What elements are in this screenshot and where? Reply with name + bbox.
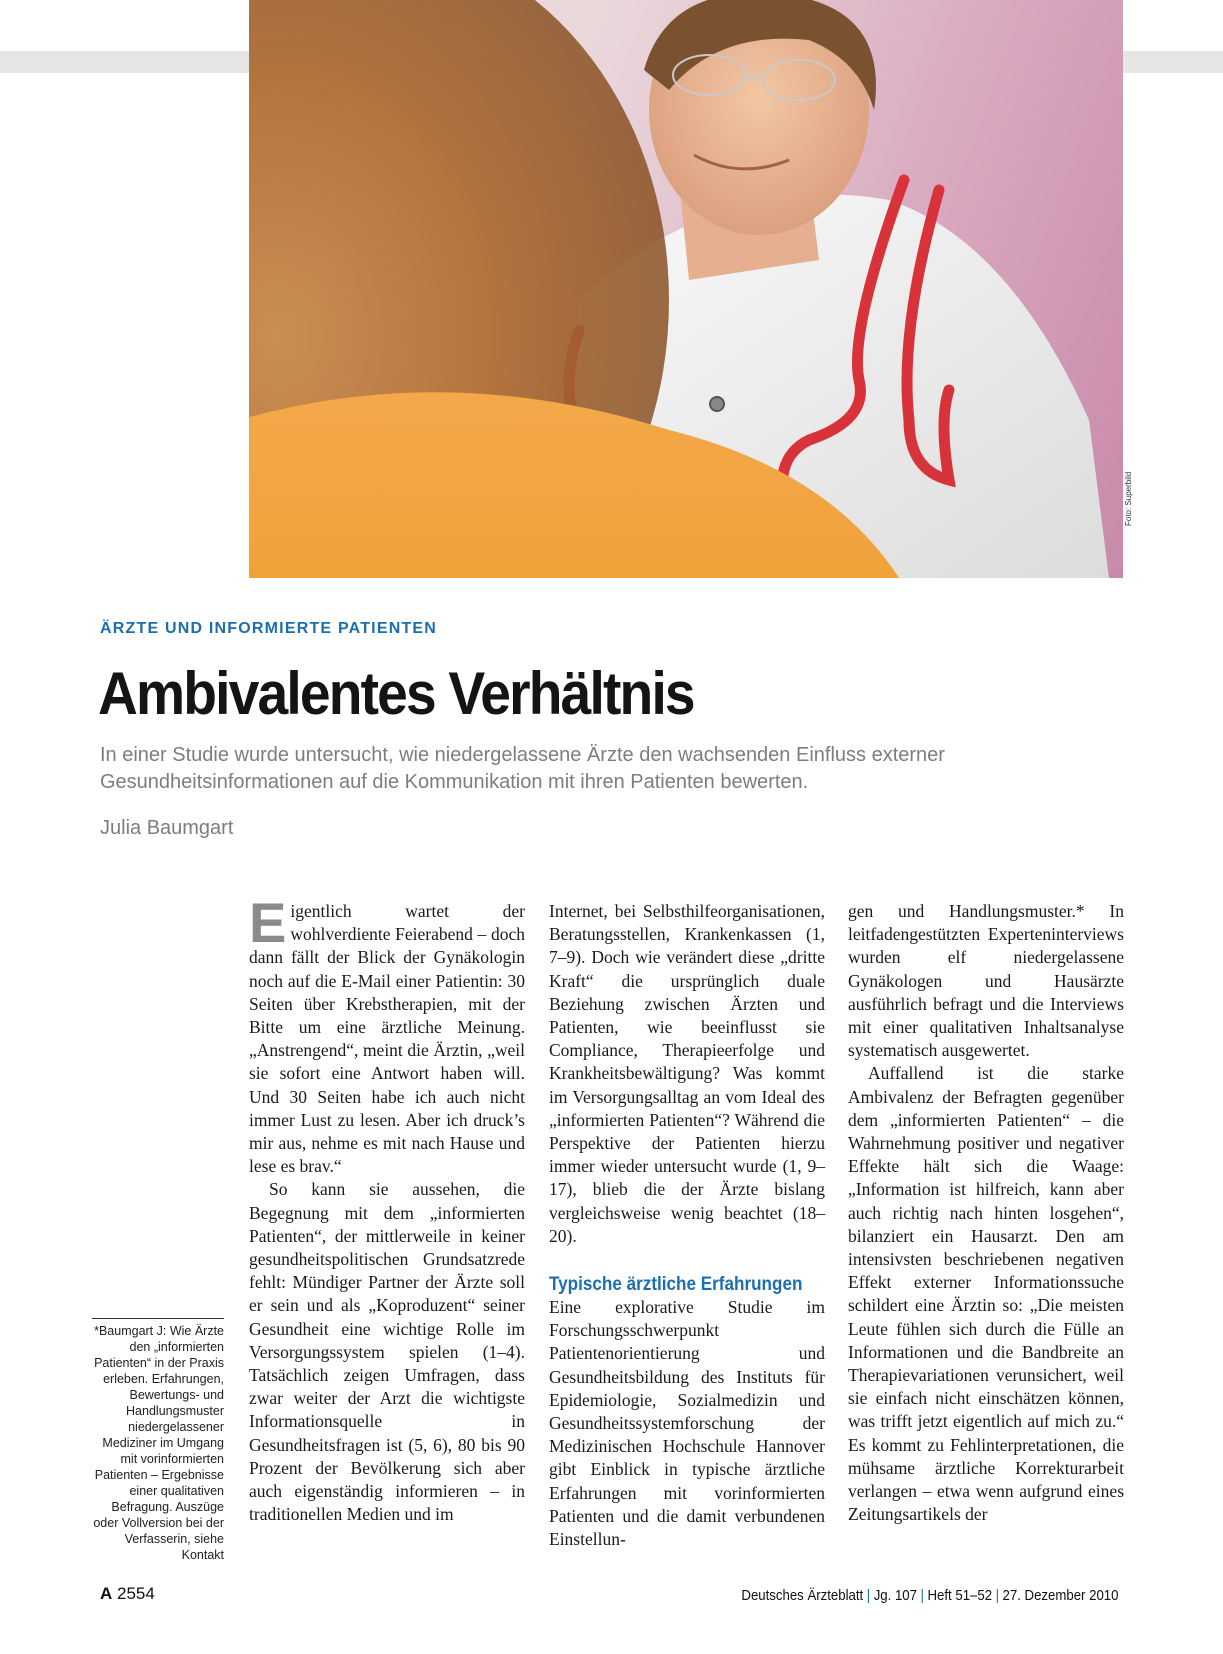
paragraph-intro-text: igentlich wartet der wohlverdiente Feierabend – doch dann fällt der Blick der Gynäkologin noch auf die E-Mail einer Patientin: 30 Seiten über Krebstherapien, mit der Bitte um eine ärztliche Meinung. „Anstrengend“, meint die Ärztin, „weil sie sofort eine Antwort haben will. Und 30 Seiten habe ich auch nicht immer Lust zu lesen. Aber ich druck’s mir aus, nehme es mit nach Hause und lese es brav.“	[249, 901, 525, 1177]
article-lead: In einer Studie wurde untersucht, wie niedergelassene Ärzte den wachsenden Einfluss externer Gesundheitsinformationen auf die Kommunikation mit ihren Patienten bewerten.	[100, 744, 945, 793]
doctor-illustration	[249, 0, 1123, 578]
text-column-3	[848, 900, 1124, 1526]
top-band-right	[1123, 51, 1223, 73]
section-heading: Typische ärztliche Erfahrungen	[549, 1274, 803, 1296]
separator: |	[866, 1587, 870, 1604]
journal-volume: Jg. 107	[873, 1587, 917, 1604]
photo-credit: Foto: Superbild	[1124, 471, 1133, 526]
paragraph: Auffallend ist die starke Ambivalenz der Befragten gegenüber dem „informierten Patienten“ – die Wahrnehmung positiver und negativer Effekte hält sich die Waage: „Information ist hilfreich, kann aber auch richtig nach hinten losgehen“, bilanziert ein Hausarzt. Den am intensivsten beschriebenen negativen Effekt externer Informationssuche schildert eine Ärztin so: „Die meisten Leute fühlen sich durch die Fülle an Informationen und die Bandbreite an Therapievariationen verunsichert, weil sie einfach nicht einschätzen können, was trifft jetzt eigentlich auf mich zu.“ Es kommt zu Fehlinterpretationen, die mühsame ärztliche Korrekturarbeit verlangen – etwa wenn aufgrund eines Zeitungsartikels der	[848, 1063, 1124, 1525]
footnote: *Baumgart J: Wie Ärzte den „informierten Patienten“ in der Praxis erleben. Erfahrungen, Bewertungs- und Handlungsmuster niedergelassener Mediziner im Umgang mit vorinformierten Patienten – Ergebnisse einer qualitativen Befragung. Auszüge oder Vollversion bei der Verfasserin, siehe Kontakt	[92, 1318, 224, 1563]
article-title: Ambivalentes Verhältnis	[98, 660, 694, 727]
paragraph: Internet, bei Selbsthilfeorganisationen, Beratungsstellen, Krankenkassen (1, 7–9). Doch wie verändert diese „dritte Kraft“ die ursprünglich duale Beziehung zwischen Ärzten und Patienten, wie beeinflusst sie Compliance, Therapieerfolge und Krankheitsbewältigung? Was kommt im Versorgungsalltag an vom Ideal des „informierten Patienten“? Während die Perspektive der Patienten hierzu immer wieder untersucht wurde (1, 9–17), blieb die der Ärzte bislang vergleichsweise wenig beachtet (18–20).	[549, 901, 825, 1246]
paragraph: Eine explorative Studie im Forschungsschwerpunkt Patientenorientierung und Gesundheitsbildung des Instituts für Epidemiologie, Sozialmedizin und Gesundheitssystemforschung der Medizinischen Hochschule Hannover gibt Einblick in typische ärztliche Erfahrungen mit vorinformierten Patienten und die damit verbundenen Einstellun-	[549, 1297, 825, 1550]
article-kicker: ÄRZTE UND INFORMIERTE PATIENTEN	[100, 620, 438, 637]
text-column-2	[549, 900, 825, 1551]
dropcap: E	[249, 891, 287, 954]
issue-date: 27. Dezember 2010	[1002, 1587, 1118, 1604]
top-band-left	[0, 51, 249, 73]
separator: |	[920, 1587, 924, 1604]
journal-name: Deutsches Ärzteblatt	[740, 1587, 863, 1604]
folio-number: 2554	[117, 1584, 155, 1603]
folio-letter: A	[100, 1584, 113, 1603]
issue-line	[741, 1587, 1118, 1604]
paragraph: gen und Handlungsmuster.* In leitfadengestützten Experteninterviews wurden elf niedergelassene Gynäkologen und Hausärzte ausführlich befragt und die Interviews mit einer qualitativen Inhaltsanalyse systematisch ausgewertet.	[848, 901, 1124, 1061]
article-author: Julia Baumgart	[100, 817, 234, 839]
paragraph-intro	[249, 891, 525, 1178]
hero-photo	[249, 0, 1123, 578]
page-number	[100, 1584, 155, 1604]
separator: |	[995, 1587, 999, 1604]
text-column-1	[249, 891, 525, 1526]
paragraph: So kann sie aussehen, die Begegnung mit dem „informierten Patienten“, der mittlerweile in keiner gesundheitspolitischen Grundsatzrede fehlt: Mündiger Partner der Ärzte soll er sein und als „Koproduzent“ seiner Gesundheit eine wichtige Rolle im Versorgungssystem spielen (1–4). Tatsächlich zeigen Umfragen, dass zwar weiter der Arzt die wichtigste Informationsquelle in Gesundheitsfragen ist (5, 6), 80 bis 90 Prozent der Bevölkerung sich aber auch eigenständig informieren – in traditionellen Medien und im	[249, 1179, 525, 1525]
journal-issue: Heft 51–52	[926, 1587, 992, 1604]
